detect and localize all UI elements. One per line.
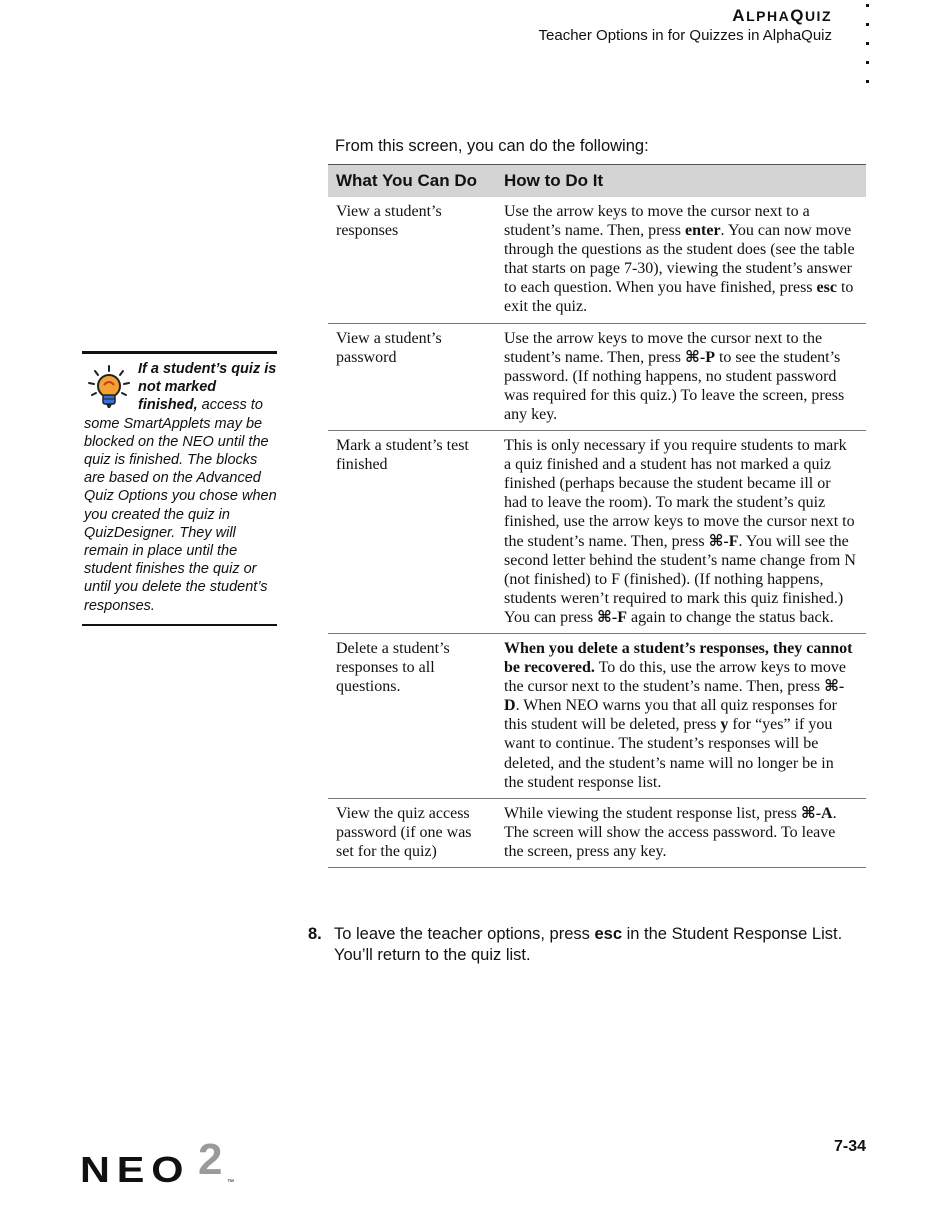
bold-run: enter xyxy=(685,222,721,240)
step-number: 8. xyxy=(308,925,322,943)
text-run: again to change the status back. xyxy=(627,608,834,626)
row-instructions xyxy=(496,798,866,867)
note-body: access to some SmartApplets may be blocked on the NEO until the quiz is finished. The blocks are based on the Advanced Quiz Options you chose when you created the quiz in QuizDesigner. They will remain in place until the student finishes the quiz or until you delete the student’s responses. xyxy=(84,397,277,614)
page-number: 7-34 xyxy=(833,1138,866,1155)
text-run: . When NEO warns you that all quiz responses for this student will be deleted, press xyxy=(504,697,837,734)
lightbulb-icon xyxy=(86,364,132,410)
bold-run: y xyxy=(720,716,729,734)
bold-run: ⌘-D xyxy=(504,678,845,715)
bold-run: ⌘-F xyxy=(708,532,739,550)
margin-dots-decoration xyxy=(862,4,872,99)
table-row xyxy=(328,197,866,323)
running-header-title: ALPHAQUIZ xyxy=(732,6,832,25)
text-run: . You will see the second letter behind the student’s name change from N (not finished) to F (finished). (If nothing happens, students weren’t required to mark this quiz finished.) You can press xyxy=(504,532,856,626)
options-table xyxy=(328,164,866,868)
text-run: in the Student Response List. You’ll return to the quiz list. xyxy=(334,925,843,964)
column-header-how: How to Do It xyxy=(496,165,866,198)
bold-run: esc xyxy=(594,925,623,943)
table-row xyxy=(328,798,866,867)
text-run: This is only necessary if you require students to mark a quiz finished and a student has not marked a quiz finished (perhaps because the student became ill or had to leave the room). To mark the student’s quiz finished, use the arrow keys to move the cursor next to the student’s name. Then, press xyxy=(504,437,855,550)
row-instructions xyxy=(496,323,866,430)
intro-text: From this screen, you can do the following: xyxy=(335,137,649,155)
row-action: View a student’s password xyxy=(328,323,496,430)
row-instructions xyxy=(496,431,866,634)
row-action: View a student’s responses xyxy=(328,197,496,323)
bold-run: ⌘-F xyxy=(597,608,627,626)
row-action: Delete a student’s responses to all questions. xyxy=(328,633,496,798)
text-run: Use the arrow keys to move the cursor next to the student’s name. Then, press xyxy=(504,329,823,366)
column-header-what: What You Can Do xyxy=(328,165,496,198)
logo-text: NEO xyxy=(80,1150,191,1186)
row-action: Mark a student’s test finished xyxy=(328,431,496,634)
text-run: to exit the quiz. xyxy=(504,279,854,316)
table-row xyxy=(328,633,866,798)
row-instructions xyxy=(496,633,866,798)
neo2-logo xyxy=(80,1142,240,1186)
note-emphasis: If a student’s quiz is not marked finished, xyxy=(138,361,277,414)
text-run: . You can now move through the questions as the student does (see the table that starts on page 7-30), viewing the student’s answer to each question. When you have finished, press xyxy=(504,222,855,297)
table-row xyxy=(328,431,866,634)
bold-run: esc xyxy=(816,279,837,297)
step-text xyxy=(334,924,864,966)
row-action: View the quiz access password (if one was set for the quiz) xyxy=(328,798,496,867)
text-run: To do this, use the arrow keys to move the cursor next to the student’s name. Then, press xyxy=(504,659,846,696)
bold-run: ⌘-P xyxy=(685,348,715,366)
text-run: to see the student’s password. (If nothing happens, no student password was required for this quiz.) To leave the screen, press any key. xyxy=(504,348,845,423)
text-run: While viewing the student response list, press xyxy=(504,804,801,822)
running-header-subtitle: Teacher Options in for Quizzes in AlphaQuiz xyxy=(538,27,832,44)
row-instructions xyxy=(496,197,866,323)
text-run: To leave the teacher options, press xyxy=(334,925,595,943)
text-run: Use the arrow keys to move the cursor next to a student’s name. Then, press xyxy=(504,203,810,240)
table-row xyxy=(328,323,866,430)
bold-run: When you delete a student’s responses, they cannot be recovered. xyxy=(504,639,853,677)
sidebar-note xyxy=(82,351,277,626)
bold-run: ⌘-A xyxy=(800,804,833,822)
logo-trademark: ™ xyxy=(227,1179,234,1186)
text-run: for “yes” if you want to continue. The student’s responses will be deleted, and the student’s name will no longer be in the student response list. xyxy=(504,716,834,791)
text-run: . The screen will show the access password. To leave the screen, press any key. xyxy=(504,804,837,860)
logo-superscript: 2 xyxy=(198,1142,223,1184)
